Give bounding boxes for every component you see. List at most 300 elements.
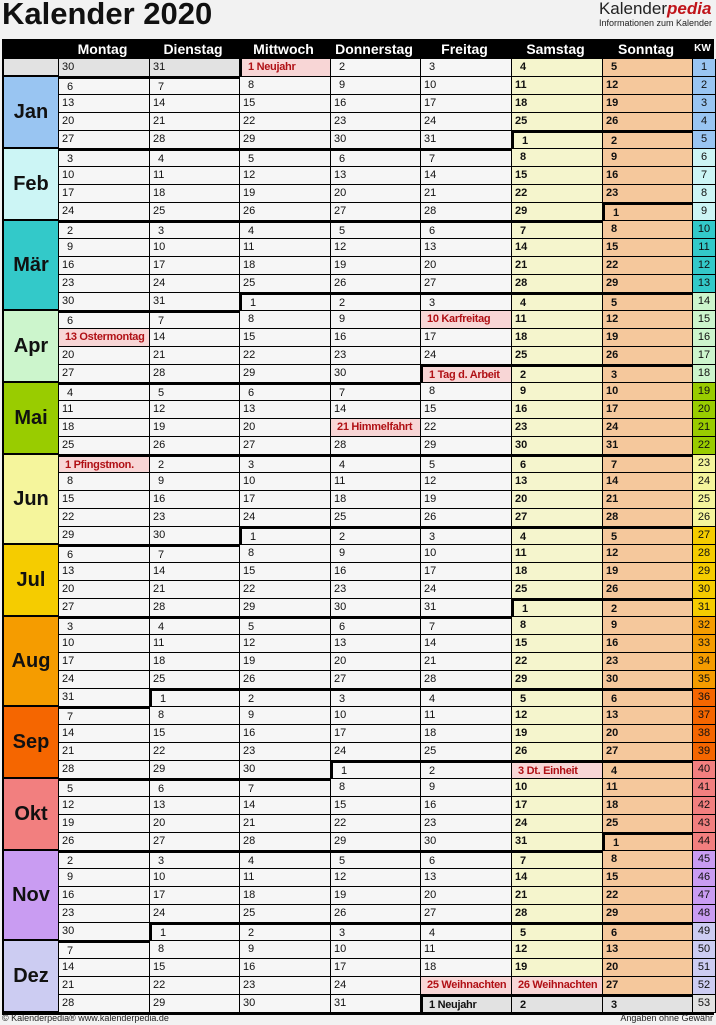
day-cell: 22: [512, 653, 603, 671]
day-cell: 13: [603, 707, 693, 725]
holiday-cell: 1 Pfingstmon.: [59, 455, 150, 473]
day-cell: 18: [421, 725, 512, 743]
header-samstag: Samstag: [526, 41, 585, 57]
day-cell: 26: [512, 743, 603, 761]
day-cell: 4: [421, 689, 512, 707]
week-number: 26: [693, 509, 716, 527]
day-cell: 22: [59, 509, 150, 527]
day-cell: 21: [512, 887, 603, 905]
day-cell: 3: [59, 149, 150, 167]
day-cell: 20: [59, 581, 150, 599]
day-cell: 29: [240, 131, 331, 149]
day-cell: 26: [421, 509, 512, 527]
day-cell: 1: [512, 131, 603, 149]
day-cell: 6: [421, 851, 512, 869]
day-cell: 6: [603, 923, 693, 941]
week-number: 2: [693, 77, 716, 95]
day-cell: 24: [603, 419, 693, 437]
day-cell: 20: [603, 959, 693, 977]
day-cell: 20: [59, 113, 150, 131]
day-cell: 6: [240, 383, 331, 401]
day-cell: 1: [240, 293, 331, 311]
day-cell: 8: [512, 149, 603, 167]
day-cell: 2: [59, 221, 150, 239]
week-number: 6: [693, 149, 716, 167]
day-cell: 5: [240, 617, 331, 635]
day-cell: 26: [603, 581, 693, 599]
day-cell: 21: [421, 185, 512, 203]
day-cell: 21: [150, 347, 240, 365]
day-cell: 10: [421, 77, 512, 95]
week-number: 17: [693, 347, 716, 365]
day-cell: 26: [331, 905, 421, 923]
day-cell: 4: [150, 149, 240, 167]
day-cell: 3: [421, 59, 512, 77]
day-cell: 23: [512, 419, 603, 437]
day-cell: 30: [150, 527, 240, 545]
day-cell: 2: [150, 455, 240, 473]
day-cell: 9: [240, 707, 331, 725]
month-label-apr: Apr: [4, 311, 59, 383]
month-label-dez: Dez: [4, 941, 59, 1013]
day-cell: 14: [240, 797, 331, 815]
day-cell: 31: [150, 59, 240, 77]
day-cell: 11: [512, 77, 603, 95]
day-cell: 23: [331, 113, 421, 131]
week-number: 25: [693, 491, 716, 509]
day-cell: 7: [150, 311, 240, 329]
day-cell: 30: [331, 131, 421, 149]
day-cell: 29: [603, 275, 693, 293]
day-cell: 3: [331, 923, 421, 941]
day-cell: 25: [59, 437, 150, 455]
day-cell: 27: [331, 203, 421, 221]
day-cell: 29: [240, 365, 331, 383]
day-cell: 10: [150, 869, 240, 887]
day-cell: 31: [603, 437, 693, 455]
day-cell: 23: [59, 905, 150, 923]
day-cell: 7: [150, 77, 240, 95]
footer-disclaimer: Angaben ohne Gewähr: [620, 1013, 713, 1023]
day-cell: 1: [603, 833, 693, 851]
week-number: 43: [693, 815, 716, 833]
week-number: 4: [693, 113, 716, 131]
day-cell: 23: [240, 977, 331, 995]
day-cell: 9: [331, 77, 421, 95]
day-cell: 7: [150, 545, 240, 563]
day-cell: 29: [512, 671, 603, 689]
day-cell: 8: [331, 779, 421, 797]
week-number: 28: [693, 545, 716, 563]
day-cell: 14: [150, 95, 240, 113]
day-cell: 20: [150, 815, 240, 833]
day-cell: 27: [603, 743, 693, 761]
day-cell: 13: [59, 563, 150, 581]
day-cell: 9: [59, 239, 150, 257]
week-number: 35: [693, 671, 716, 689]
day-cell: 30: [240, 995, 331, 1013]
day-cell: 1: [150, 689, 240, 707]
day-cell: 25: [240, 275, 331, 293]
day-cell: 19: [603, 329, 693, 347]
day-cell: 21: [59, 977, 150, 995]
day-cell: 7: [603, 455, 693, 473]
day-cell: 16: [331, 95, 421, 113]
day-cell: 28: [150, 131, 240, 149]
day-cell: 31: [512, 833, 603, 851]
day-cell: 12: [331, 869, 421, 887]
day-cell: 4: [512, 527, 603, 545]
day-cell: 11: [512, 545, 603, 563]
day-cell: 1: [603, 203, 693, 221]
week-number: 47: [693, 887, 716, 905]
day-cell: 19: [421, 491, 512, 509]
day-cell: 3: [331, 689, 421, 707]
day-cell: 15: [331, 797, 421, 815]
day-cell: 22: [421, 419, 512, 437]
day-cell: 7: [512, 851, 603, 869]
day-cell: 9: [421, 779, 512, 797]
day-cell: 13: [59, 95, 150, 113]
day-cell: 28: [512, 905, 603, 923]
day-cell: 30: [512, 437, 603, 455]
day-cell: 30: [421, 833, 512, 851]
week-number: 19: [693, 383, 716, 401]
weekday-header: [2, 39, 714, 59]
day-cell: 9: [331, 545, 421, 563]
day-cell: 2: [59, 851, 150, 869]
day-cell: 10: [59, 635, 150, 653]
day-cell: 31: [331, 995, 421, 1013]
day-cell: 21: [59, 743, 150, 761]
day-cell: 11: [150, 167, 240, 185]
day-cell: 24: [331, 743, 421, 761]
header-dienstag: Dienstag: [163, 41, 223, 57]
holiday-cell: 25 Weihnachten: [421, 977, 512, 995]
week-number: 42: [693, 797, 716, 815]
day-cell: 25: [603, 815, 693, 833]
day-cell: 23: [603, 185, 693, 203]
day-cell: 1: [331, 761, 421, 779]
day-cell: 24: [331, 977, 421, 995]
day-cell: 9: [603, 617, 693, 635]
day-cell: 13: [240, 401, 331, 419]
week-number: 49: [693, 923, 716, 941]
day-cell: 12: [512, 941, 603, 959]
day-cell: 18: [150, 185, 240, 203]
day-cell: 14: [150, 329, 240, 347]
day-cell: 17: [421, 563, 512, 581]
day-cell: 28: [421, 671, 512, 689]
day-cell: 1: [150, 923, 240, 941]
day-cell: 7: [240, 779, 331, 797]
day-cell: 17: [512, 797, 603, 815]
month-label-sep: Sep: [4, 707, 59, 779]
day-cell: 9: [59, 869, 150, 887]
day-cell: 2: [512, 365, 603, 383]
day-cell: 10: [240, 473, 331, 491]
day-cell: 4: [150, 617, 240, 635]
day-cell: 30: [240, 761, 331, 779]
day-cell: 3: [421, 293, 512, 311]
day-cell: 12: [240, 167, 331, 185]
day-cell: 25: [331, 509, 421, 527]
day-cell: 7: [59, 941, 150, 959]
day-cell: 27: [240, 437, 331, 455]
day-cell: 19: [331, 257, 421, 275]
day-cell: 22: [150, 977, 240, 995]
month-label-jun: Jun: [4, 455, 59, 545]
day-cell: 27: [421, 905, 512, 923]
day-cell: 24: [59, 203, 150, 221]
day-cell: 8: [512, 617, 603, 635]
day-cell: 14: [512, 869, 603, 887]
day-cell: 10: [150, 239, 240, 257]
day-cell: 16: [512, 401, 603, 419]
day-cell: 1: [240, 527, 331, 545]
day-cell: 2: [512, 995, 603, 1013]
day-cell: 5: [331, 221, 421, 239]
day-cell: 14: [150, 563, 240, 581]
week-number: 14: [693, 293, 716, 311]
day-cell: 28: [512, 275, 603, 293]
month-label-jul: Jul: [4, 545, 59, 617]
week-number: 20: [693, 401, 716, 419]
week-number: 31: [693, 599, 716, 617]
day-cell: 12: [603, 311, 693, 329]
day-cell: 21: [421, 653, 512, 671]
week-number: 7: [693, 167, 716, 185]
day-cell: 8: [240, 77, 331, 95]
day-cell: 3: [150, 221, 240, 239]
day-cell: 10: [421, 545, 512, 563]
day-cell: 17: [421, 95, 512, 113]
day-cell: 17: [150, 257, 240, 275]
day-cell: 18: [150, 653, 240, 671]
day-cell: 3: [240, 455, 331, 473]
day-cell: 8: [59, 473, 150, 491]
day-cell: 25: [512, 113, 603, 131]
day-cell: 24: [59, 671, 150, 689]
day-cell: 25: [512, 581, 603, 599]
day-cell: 24: [421, 581, 512, 599]
header-donnerstag: Donnerstag: [335, 41, 413, 57]
day-cell: 26: [150, 437, 240, 455]
day-cell: 28: [150, 365, 240, 383]
day-cell: 14: [59, 725, 150, 743]
week-number: 48: [693, 905, 716, 923]
week-number: 36: [693, 689, 716, 707]
holiday-cell: 10 Karfreitag: [421, 311, 512, 329]
brand-name: Kalenderpedia: [598, 0, 712, 18]
day-cell: 13: [512, 473, 603, 491]
week-number: 40: [693, 761, 716, 779]
week-number: 12: [693, 257, 716, 275]
day-cell: 19: [603, 563, 693, 581]
day-cell: 19: [512, 959, 603, 977]
day-cell: 10: [512, 779, 603, 797]
day-cell: 31: [59, 689, 150, 707]
day-cell: 18: [331, 491, 421, 509]
day-cell: 18: [421, 959, 512, 977]
day-cell: 13: [421, 869, 512, 887]
day-cell: 8: [240, 545, 331, 563]
day-cell: 5: [512, 689, 603, 707]
week-number: 41: [693, 779, 716, 797]
day-cell: 4: [59, 383, 150, 401]
day-cell: 20: [331, 185, 421, 203]
day-cell: 18: [240, 887, 331, 905]
day-cell: 12: [603, 77, 693, 95]
day-cell: 5: [603, 527, 693, 545]
day-cell: 23: [603, 653, 693, 671]
week-number: 34: [693, 653, 716, 671]
day-cell: 18: [240, 257, 331, 275]
week-number: 5: [693, 131, 716, 149]
day-cell: 4: [240, 851, 331, 869]
day-cell: 17: [331, 959, 421, 977]
day-cell: 25: [512, 347, 603, 365]
day-cell: 10: [331, 941, 421, 959]
day-cell: 30: [59, 293, 150, 311]
day-cell: 31: [421, 599, 512, 617]
day-cell: 27: [421, 275, 512, 293]
day-cell: 15: [240, 563, 331, 581]
day-cell: 5: [331, 851, 421, 869]
day-cell: 15: [150, 959, 240, 977]
day-cell: 29: [421, 437, 512, 455]
day-cell: 11: [150, 635, 240, 653]
day-cell: 18: [512, 95, 603, 113]
day-cell: 13: [421, 239, 512, 257]
day-cell: 5: [240, 149, 331, 167]
day-cell: 14: [603, 473, 693, 491]
day-cell: 8: [150, 707, 240, 725]
day-cell: 24: [421, 347, 512, 365]
day-cell: 2: [240, 689, 331, 707]
day-cell: 17: [421, 329, 512, 347]
day-cell: 22: [331, 815, 421, 833]
day-cell: 17: [59, 185, 150, 203]
day-cell: 6: [59, 545, 150, 563]
day-cell: 11: [240, 239, 331, 257]
holiday-cell: 13 Ostermontag: [59, 329, 150, 347]
day-cell: 7: [59, 707, 150, 725]
day-cell: 12: [59, 797, 150, 815]
week-number: 53: [693, 995, 716, 1013]
header-mittwoch: Mittwoch: [253, 41, 314, 57]
day-cell: 20: [512, 491, 603, 509]
day-cell: 5: [603, 293, 693, 311]
day-cell: 5: [512, 923, 603, 941]
day-cell: 26: [603, 347, 693, 365]
day-cell: 13: [150, 797, 240, 815]
day-cell: 15: [512, 635, 603, 653]
day-cell: 14: [421, 167, 512, 185]
day-cell: 14: [59, 959, 150, 977]
day-cell: 28: [421, 203, 512, 221]
day-cell: 19: [512, 725, 603, 743]
day-cell: 4: [603, 761, 693, 779]
week-number: 21: [693, 419, 716, 437]
week-number: 44: [693, 833, 716, 851]
day-cell: 22: [512, 185, 603, 203]
calendar-table: [2, 39, 714, 1015]
day-cell: 17: [331, 725, 421, 743]
week-number: 50: [693, 941, 716, 959]
day-cell: 20: [240, 419, 331, 437]
day-cell: 25: [240, 905, 331, 923]
day-cell: 25: [421, 743, 512, 761]
day-cell: 11: [421, 707, 512, 725]
day-cell: 2: [603, 131, 693, 149]
week-number: 51: [693, 959, 716, 977]
header-freitag: Freitag: [441, 41, 488, 57]
day-cell: 20: [421, 257, 512, 275]
day-cell: 26: [240, 203, 331, 221]
week-number: 30: [693, 581, 716, 599]
day-cell: 4: [512, 59, 603, 77]
day-cell: 17: [59, 653, 150, 671]
day-cell: 27: [150, 833, 240, 851]
day-cell: 2: [421, 761, 512, 779]
day-cell: 28: [331, 437, 421, 455]
day-cell: 10: [331, 707, 421, 725]
week-number: 29: [693, 563, 716, 581]
page-title: Kalender 2020: [2, 0, 213, 31]
day-cell: 8: [603, 851, 693, 869]
day-cell: 22: [240, 347, 331, 365]
day-cell: 12: [240, 635, 331, 653]
day-cell: 2: [331, 293, 421, 311]
day-cell: 29: [150, 995, 240, 1013]
day-cell: 26: [331, 275, 421, 293]
day-cell: 15: [603, 869, 693, 887]
day-cell: 27: [59, 365, 150, 383]
day-cell: 12: [603, 545, 693, 563]
day-cell: 30: [331, 599, 421, 617]
day-cell: 27: [603, 977, 693, 995]
holiday-cell: 1 Neujahr: [421, 995, 512, 1013]
week-number: 24: [693, 473, 716, 491]
day-cell: 15: [240, 329, 331, 347]
week-number: 3: [693, 95, 716, 113]
week-number: 27: [693, 527, 716, 545]
day-cell: 24: [240, 509, 331, 527]
day-cell: 16: [331, 329, 421, 347]
day-cell: 29: [150, 761, 240, 779]
day-cell: 14: [331, 401, 421, 419]
brand-logo[interactable]: [599, 0, 712, 28]
month-label-mai: Mai: [4, 383, 59, 455]
day-cell: 8: [421, 383, 512, 401]
day-cell: 23: [240, 743, 331, 761]
day-cell: 15: [59, 491, 150, 509]
day-cell: 9: [512, 383, 603, 401]
day-cell: 15: [240, 95, 331, 113]
day-cell: 20: [59, 347, 150, 365]
week-number: 18: [693, 365, 716, 383]
day-cell: 24: [512, 815, 603, 833]
day-cell: 4: [512, 293, 603, 311]
header-kw: KW: [694, 43, 711, 54]
day-cell: 14: [512, 239, 603, 257]
holiday-cell: 26 Weihnachten: [512, 977, 603, 995]
month-label-aug: Aug: [4, 617, 59, 707]
day-cell: 3: [59, 617, 150, 635]
day-cell: 29: [240, 599, 331, 617]
month-label-nov: Nov: [4, 851, 59, 941]
